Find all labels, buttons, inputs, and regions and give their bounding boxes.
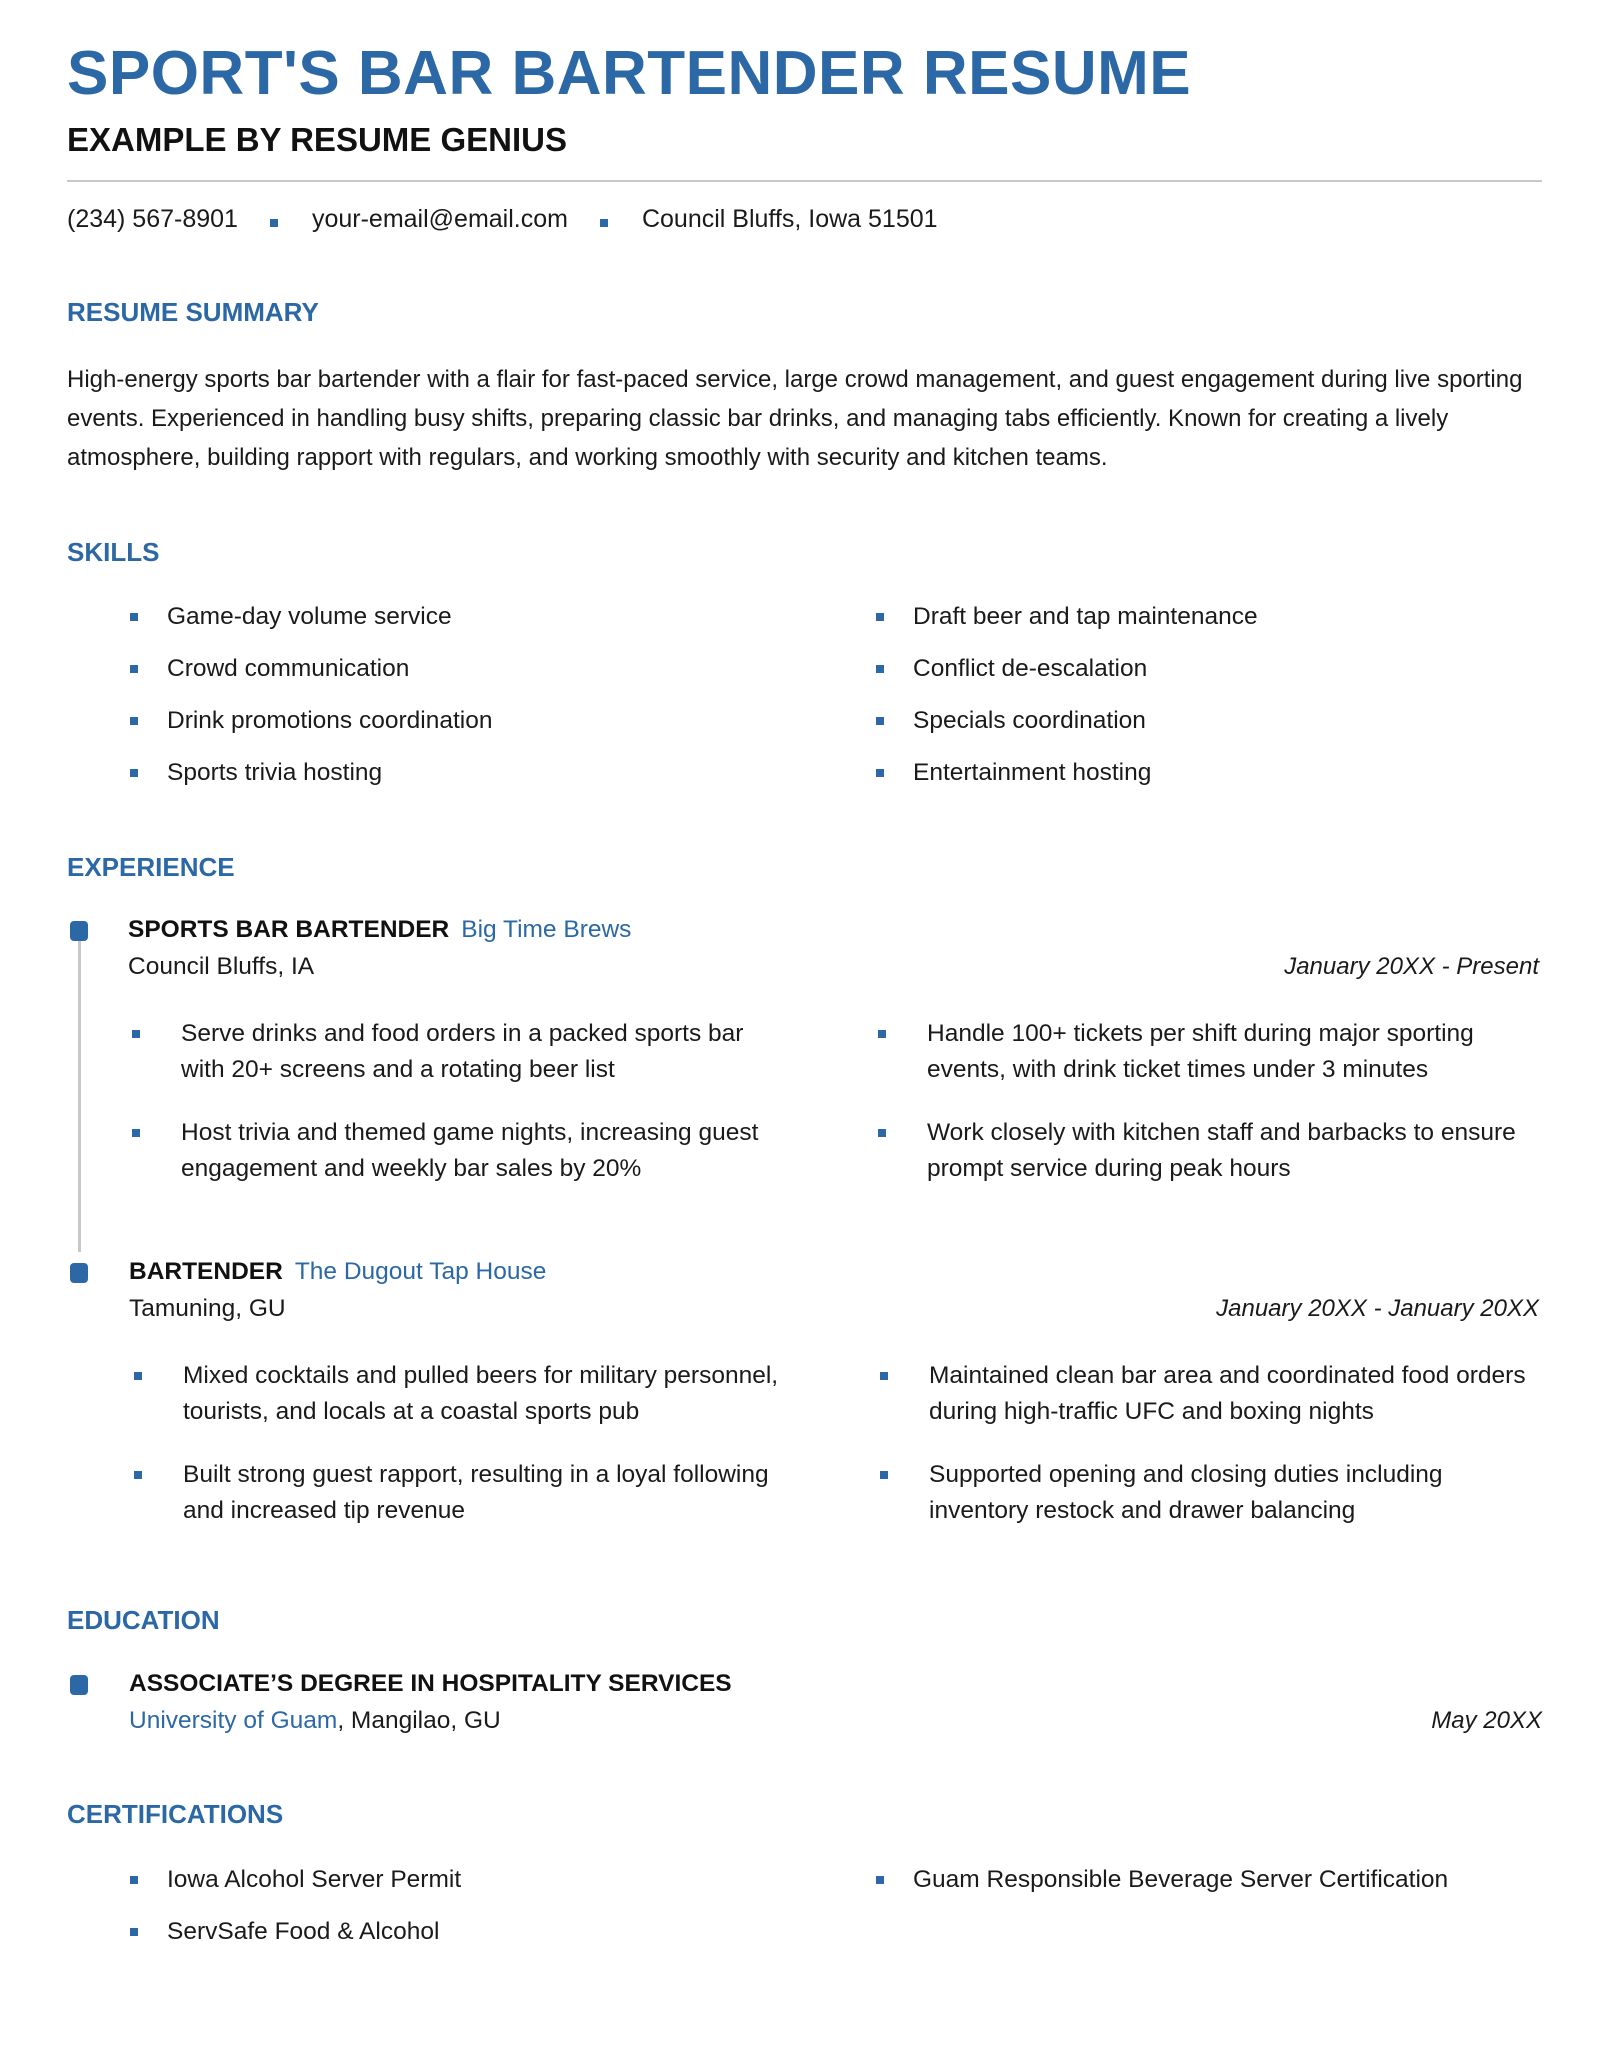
bullet-icon (132, 1129, 140, 1137)
job-dates: January 20XX - Present (1284, 953, 1539, 980)
bullet-icon (130, 1928, 138, 1936)
skill-item: Sports trivia hosting (167, 755, 382, 791)
bullet-icon (130, 613, 138, 621)
skill-item: Drink promotions coordination (167, 703, 492, 739)
job-location: Tamuning, GU (129, 1295, 286, 1322)
certification-item: Iowa Alcohol Server Permit (167, 1862, 461, 1898)
bullet-icon (134, 1372, 142, 1380)
bullet-icon (880, 1372, 888, 1380)
header-divider (67, 180, 1542, 182)
skill-item: Entertainment hosting (913, 755, 1151, 791)
job-bullet: Maintained clean bar area and coordinated food orders during high-traffic UFC and boxing nights (929, 1358, 1529, 1430)
section-heading-certifications: CERTIFICATIONS (67, 1799, 284, 1829)
section-heading-skills: SKILLS (67, 537, 160, 567)
section-heading-summary: RESUME SUMMARY (67, 297, 319, 327)
separator-square-icon (270, 219, 278, 227)
education-school: University of Guam (129, 1707, 338, 1734)
section-heading-experience: EXPERIENCE (67, 852, 235, 882)
bullet-icon (876, 613, 884, 621)
bullet-icon (130, 665, 138, 673)
job-bullet: Host trivia and themed game nights, increasing guest engagement and weekly bar sales by 20% (181, 1115, 781, 1187)
skill-item: Game-day volume service (167, 599, 452, 635)
job-company: Big Time Brews (461, 916, 632, 943)
job-bullet: Work closely with kitchen staff and barbacks to ensure prompt service during peak hours (927, 1115, 1537, 1187)
bullet-icon (130, 769, 138, 777)
skill-item: Conflict de-escalation (913, 651, 1147, 687)
job-bullet: Serve drinks and food orders in a packed sports bar with 20+ screens and a rotating beer list (181, 1016, 781, 1088)
bullet-icon (878, 1129, 886, 1137)
skill-item: Crowd communication (167, 651, 409, 687)
job-header (129, 1254, 546, 1290)
skill-item: Draft beer and tap maintenance (913, 599, 1258, 635)
certification-item: Guam Responsible Beverage Server Certification (913, 1862, 1448, 1898)
resume-subtitle: EXAMPLE BY RESUME GENIUS (67, 121, 567, 158)
timeline-node-icon (70, 1263, 88, 1283)
contact-phone: (234) 567-8901 (67, 205, 238, 233)
bullet-icon (876, 1876, 884, 1884)
timeline-node-icon (70, 921, 88, 941)
job-bullet: Mixed cocktails and pulled beers for military personnel, tourists, and locals at a coastal sports pub (183, 1358, 793, 1430)
separator-square-icon (600, 219, 608, 227)
contact-location: Council Bluffs, Iowa 51501 (641, 205, 938, 233)
job-location: Council Bluffs, IA (128, 953, 315, 980)
job-bullet: Handle 100+ tickets per shift during major sporting events, with drink ticket times under 3 minutes (927, 1016, 1537, 1088)
education-location: , Mangilao, GU (337, 1707, 501, 1734)
resume-title: SPORT'S BAR BARTENDER RESUME (67, 39, 1192, 108)
timeline-node-icon (70, 1675, 88, 1695)
bullet-icon (130, 1876, 138, 1884)
bullet-icon (130, 717, 138, 725)
experience-timeline (78, 940, 81, 1252)
bullet-icon (132, 1030, 140, 1038)
summary-text: High-energy sports bar bartender with a flair for fast-paced service, large crowd management, and guest engagement during live sporting events. Experienced in handling busy shifts, preparing classic bar drinks, and managing tabs efficiently. Known for creating a lively atmosphere, building rapport with regulars, and working smoothly with security and kitchen teams. (67, 366, 1523, 471)
bullet-icon (876, 717, 884, 725)
job-bullet: Supported opening and closing duties including inventory restock and drawer balancing (929, 1457, 1529, 1529)
bullet-icon (876, 665, 884, 673)
bullet-icon (880, 1471, 888, 1479)
bullet-icon (878, 1030, 886, 1038)
section-heading-education: EDUCATION (67, 1605, 220, 1635)
skill-item: Specials coordination (913, 703, 1146, 739)
education-date: May 20XX (1431, 1707, 1542, 1734)
education-degree: ASSOCIATE’S DEGREE IN HOSPITALITY SERVICES (129, 1670, 732, 1697)
job-bullet: Built strong guest rapport, resulting in a loyal following and increased tip revenue (183, 1457, 803, 1529)
education-degree-line (129, 1666, 732, 1702)
job-dates: January 20XX - January 20XX (1216, 1295, 1539, 1322)
job-company: The Dugout Tap House (294, 1258, 547, 1285)
bullet-icon (134, 1471, 142, 1479)
job-header (128, 912, 631, 948)
contact-email: your-email@email.com (311, 205, 568, 233)
bullet-icon (876, 769, 884, 777)
education-school-line (129, 1703, 501, 1739)
job-title: BARTENDER (129, 1258, 283, 1285)
certification-item: ServSafe Food & Alcohol (167, 1914, 439, 1950)
contact-info (67, 199, 938, 239)
job-title: SPORTS BAR BARTENDER (128, 916, 450, 943)
